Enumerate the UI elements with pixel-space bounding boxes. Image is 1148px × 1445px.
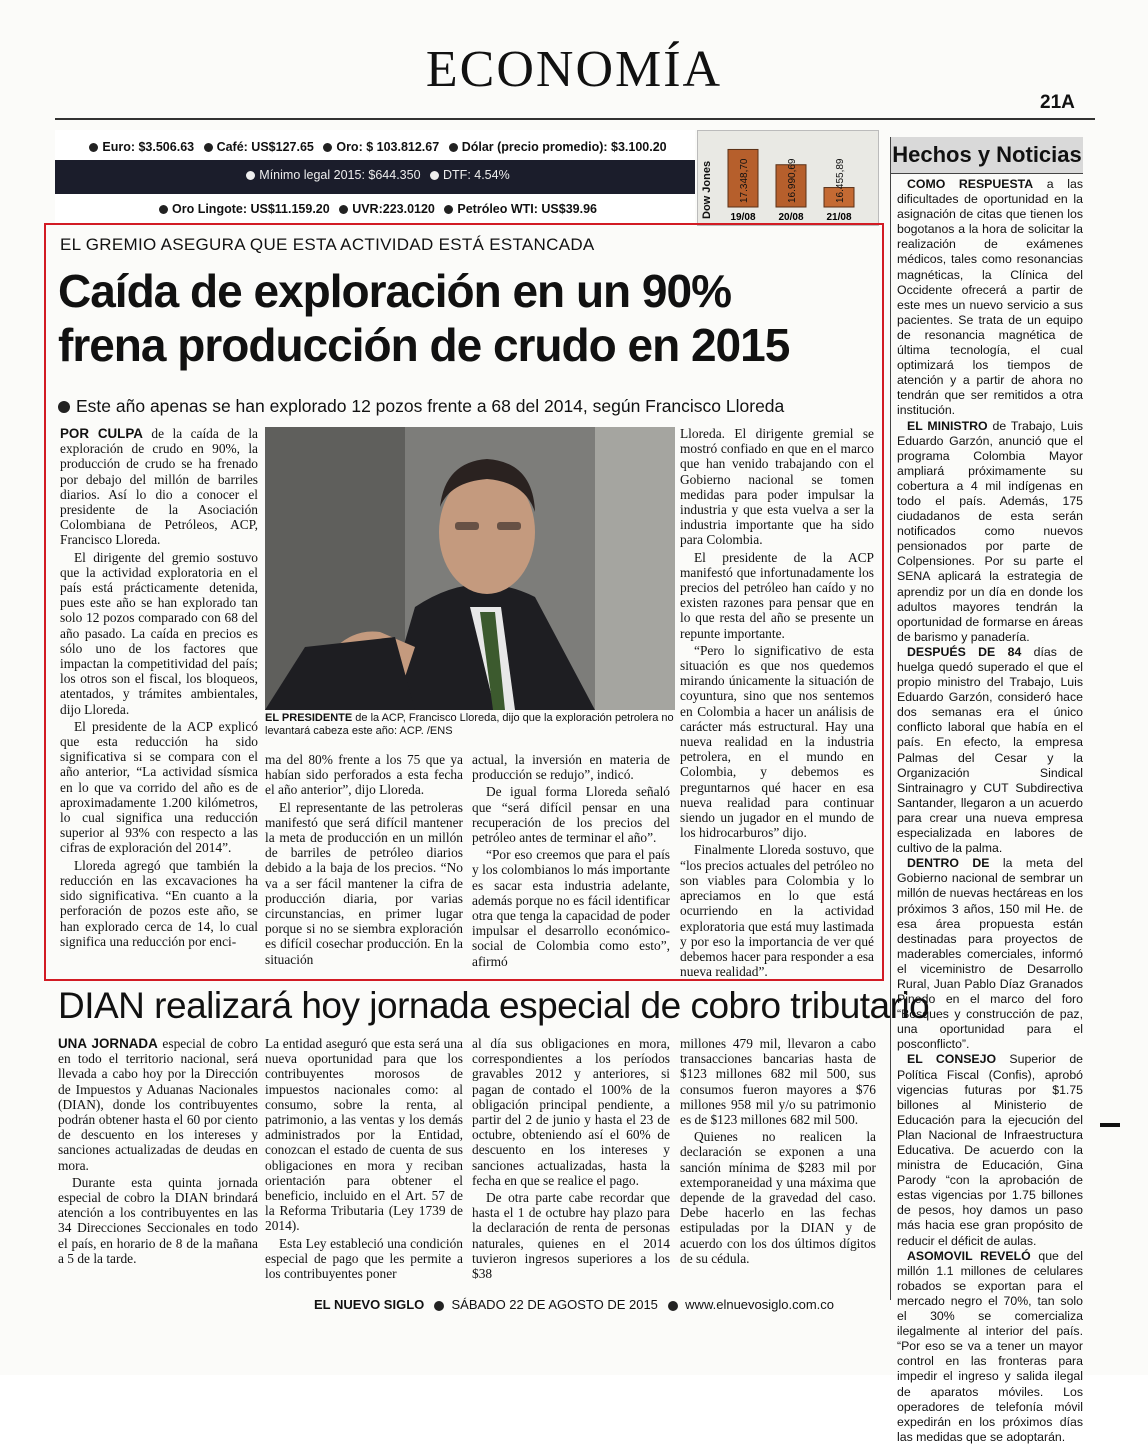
bullet-icon xyxy=(434,1301,444,1311)
sidebar-item-lead: EL CONSEJO xyxy=(907,1052,997,1067)
sidebar-item-text: Superior de Política Fiscal (Confis), aprobó vigencias futuras por $1.75 billones al Ministerio de Educación para la ejecución del Plan Nacional de Infraestructura Educativa. De acuerdo con la ministra de Educación, Gina Parody “con la aprobación de estas vigencias por 1.75 billones de pesos, hoy damos un paso más hacia ese gran propósito de reducir el déficit de aulas. xyxy=(897,1052,1083,1248)
dian-column-1 xyxy=(58,1036,258,1268)
article-kicker: EL GREMIO ASEGURA QUE ESTA ACTIVIDAD ESTÁ ESTANCADA xyxy=(60,235,595,254)
deck-text: Este año apenas se han explorado 12 pozos frente a 68 del 2014, según Francisco Lloreda xyxy=(76,396,785,416)
sidebar-item-lead: EL MINISTRO xyxy=(907,418,988,433)
ticker-dtf: DTF: 4.54% xyxy=(443,168,510,182)
sidebar-item-text: a las dificultades de oportunidad en la asignación de citas que tienen los bogotanos a la hora de solicitar la realización de exámenes médicos, tales como resonancias magnéticas, la Clínica del Occidente ofrecerá a partir de este mes un nuevo servicio a sus pacientes. Se trata de un equipo de resonancia magnética de última tecnología, el cual optimizará los tiempos de atención y a partir de ahora no tendrán que ser remitidos a otra institución. xyxy=(897,177,1083,418)
lead-in: UNA JORNADA xyxy=(58,1036,158,1051)
article-column-3 xyxy=(472,752,670,971)
ticker-row-2 xyxy=(55,168,695,182)
dian-column-2 xyxy=(265,1036,463,1283)
sidebar-item-text: días de huelga quedó superado el que el propio ministro del Trabajo, Luis Eduardo Garzón, consideró hace dos semanas era el único conflicto laboral que había en el país. En efecto, la empresa Palmas del Cesar y la Organización Sindical Sintrainagro y CUT Subdirectiva Santander, llegaron a un acuerdo para crear una nueva empresa especializada en labores de cultivo de la palma. xyxy=(897,644,1083,856)
sidebar-item-lead: COMO RESPUESTA xyxy=(907,177,1034,191)
footer-date: SÁBADO 22 DE AGOSTO DE 2015 xyxy=(451,1297,658,1312)
ticker-dolar: Dólar (precio promedio): $3.100.20 xyxy=(461,140,667,154)
paragraph: Esta Ley estableció una condición especial de pago que les permite a los contribuyentes poner xyxy=(265,1235,463,1282)
paragraph: ma del 80% frente a los 75 que ya habían sido perforados a esta fecha el año anterior”, dijo Lloreda. xyxy=(265,752,463,798)
ticker-minimo: Mínimo legal 2015: $644.350 xyxy=(259,168,421,182)
paragraph: Finalmente Lloreda sostuvo, que “los precios actuales del petróleo no son viables para Colombia y lo apreciamos en lo que está ocurriendo en la actividad exploratoria que está muy lastimada y por eso la importancia de ver qué debemos hacer para responder a esa nueva realidad”. xyxy=(680,842,874,980)
dow-category-label: 21/08 xyxy=(826,212,852,223)
paragraph: De otra parte cabe recordar que hasta el 1 de octubre hay plazo para la declaración de renta de personas naturales, quienes en el 2014 tuvieron ingresos superiores a los $38 xyxy=(472,1190,670,1282)
dow-bars-svg xyxy=(698,131,878,225)
sidebar-item xyxy=(897,419,1083,645)
sidebar-item-text: de Trabajo, Luis Eduardo Garzón, anunció que el programa Colombia Mayor ampliará próximamente su cobertura a 4 mil indígenas en todo el país. Además, 175 ciudadanos de esta serán notificados como nuevos pensionados por parte de Colpensiones. Por su parte el SENA aplicará la estrategia de aprendiz por un día en donde los adultos mayores tendrán la oportunidad de formarse en áreas de barismo y panadería. xyxy=(897,418,1083,644)
headline-line-1: Caída de exploración en un 90% xyxy=(58,265,731,317)
page-footer xyxy=(0,1297,1148,1312)
ticker-uvr: UVR:223.0120 xyxy=(352,202,435,216)
ticker-row-3 xyxy=(55,202,695,216)
paragraph: especial de cobro en todo el territorio nacional, será llevada a cabo hoy por la Dirección de Impuestos y Aduanas Nacionales (DIAN), donde los contribuyentes podrán obtener hasta el 60 por ciento de descuento en los intereses y sanciones actualizadas de deudas en mora. xyxy=(58,1036,258,1173)
dow-jones-chart xyxy=(697,130,879,226)
caption-text: de la ACP, Francisco Lloreda, dijo que la exploración petrolera no levantará cabeza este año: ACP. /ENS xyxy=(265,712,674,737)
news-sidebar xyxy=(890,137,1083,1444)
article-column-4 xyxy=(680,426,874,981)
dow-category-label: 20/08 xyxy=(778,212,804,223)
header-rule xyxy=(55,118,1095,120)
page-number: 21A xyxy=(1040,92,1075,113)
paragraph: millones 479 mil, llevaron a cabo transacciones bancarias hasta de $123 millones 682 mil 500, sus consumos fueron mayores a $76 millones 958 mil y/o su patrimonio es de $123 millones 682 mil 500. xyxy=(680,1036,876,1128)
sidebar-item xyxy=(897,856,1083,1052)
sidebar-item-lead: DENTRO DE xyxy=(907,856,990,871)
paragraph: El presidente de la ACP explicó que esta reducción ha sido significativa si se compara con el año anterior, “La actividad sísmica en lo que va corrido del año es de aproximadamente 1.200 kilómetros, lo cual significa una reducción superior al 93% con respecto a las cifras de exploración del 2014”. xyxy=(60,718,258,856)
caption-lead: EL PRESIDENTE xyxy=(265,712,353,724)
paragraph: “Por eso creemos que para el país y los colombianos lo más importante es sacar esta industria adelante, además porque no es fácil identificar otra que tenga la capacidad de poder impulsar el desarrollo económico-social de Colombia como esto”, afirmó xyxy=(472,847,670,969)
paragraph: Lloreda agregó que también la reducción en las excavaciones ha sido significativa. “En cuanto a la perforación de pozos este año, se han explorado cerca de 14, lo cual significa una reducción por enci- xyxy=(60,857,258,949)
paragraph: al día sus obligaciones en mora, correspondientes a los períodos gravables 2012 y anteriores, si pagan de contado el 100% de la obligación principal pendiente, a partir del 2 de junio y hasta el 23 de octubre, obteniendo así el 60% de descuento en los intereses y sanciones actualizadas, hasta la fecha en que se realice el pago. xyxy=(472,1036,670,1188)
dow-value-label: 17.348,70 xyxy=(739,158,750,203)
dian-column-3 xyxy=(472,1036,670,1283)
paragraph: El dirigente del gremio sostuvo que la actividad exploratoria en el país está prácticamente detenida, pues este año se han explorado tan solo 12 pozos comparado con 68 del año pasado. La caída en precios es sólo uno de los factores que impactan la competitividad del país; los otros son el fiscal, los bloqueos, atentados, y trámites ambientales, dijo Lloreda. xyxy=(60,549,258,717)
article-deck xyxy=(58,396,784,417)
lead-in: POR CULPA xyxy=(60,426,143,441)
headline-line-2: frena producción de crudo en 2015 xyxy=(58,319,790,371)
dow-label: Dow Jones xyxy=(701,160,713,219)
paragraph: El representante de las petroleras manifestó que será difícil mantener la meta de producción en un millón de barriles de petróleo diarios debido a la baja de los precios. “No va a ser fácil mantener la cifra de producción diaria, por varias circunstancias, en primer lugar porque si no se siembra exploración es difícil cosechar producción. En la situación xyxy=(265,799,463,967)
ticker-wti: Petróleo WTI: US$39.96 xyxy=(457,202,597,216)
sidebar-item-lead: ASOMOVIL REVELÓ xyxy=(907,1248,1031,1263)
paragraph: Durante esta quinta jornada especial de cobro la DIAN brindará atención a los contribuyentes en las 34 Direcciones Seccionales en todo el país, en horario de 8 de la mañana a 5 de la tarde. xyxy=(58,1174,258,1266)
ticker-euro: Euro: $3.506.63 xyxy=(102,140,195,154)
article-photo xyxy=(265,427,675,710)
sidebar-item xyxy=(897,1052,1083,1248)
sidebar-item xyxy=(897,1249,1083,1445)
dow-category-label: 19/08 xyxy=(730,212,756,223)
footer-paper: EL NUEVO SIGLO xyxy=(313,1297,425,1312)
sidebar-item-lead: DESPUÉS DE 84 xyxy=(907,644,1022,659)
sidebar-item xyxy=(897,177,1083,419)
footer-url: www.elnuevosiglo.com.co xyxy=(685,1297,835,1312)
sidebar-text xyxy=(897,177,1083,1445)
portrait-image xyxy=(265,427,675,710)
dow-value-label: 16.990,69 xyxy=(787,158,798,203)
article-column-2 xyxy=(265,752,463,969)
paragraph: de la caída de la exploración de crudo en 90%, la producción de crudo se ha frenado por debajo del millón de barriles diarios. Así lo dio a conocer el presidente de la Asociación Colombiana de Petróleos, ACP, Francisco Lloreda. xyxy=(60,426,259,548)
bullet-icon xyxy=(668,1301,678,1311)
market-ticker xyxy=(55,130,695,224)
sidebar-item-text: que del millón 1.1 millones de celulares robados se exportan para el mercado negro el 70%, tan solo el 30% se comercializa ilegalmente al interior del país. “Por eso se va a tener un mayor control en las fronteras para impedir el ingreso y salida ilegal de aparatos móviles. Los operadores de telefonía móvil expedirán en los próximos días las medidas que se adoptarán. xyxy=(897,1248,1083,1444)
ticker-oro-lingote: Oro Lingote: US$11.159.20 xyxy=(172,202,330,216)
paragraph: Quienes no realicen la declaración se exponen a una sanción mínima de $283 mil por extemporaneidad y una máxima que depende de la gravedad del caso. Debe hacerlo en las fechas estipuladas por la DIAN y de acuerdo con los dos últimos dígitos de su cédula. xyxy=(680,1129,876,1266)
paragraph: actual, la inversión en materia de producción se redujo”, indicó. xyxy=(472,752,670,783)
ticker-cafe: Café: US$127.65 xyxy=(216,140,314,154)
bullet-icon xyxy=(58,401,70,413)
paragraph: El presidente de la ACP manifestó que infortunadamente los precios del petróleo han caído y no existen razones para pensar que en lo que resta del año se presente un repunte importante. xyxy=(680,549,874,641)
dian-headline: DIAN realizará hoy jornada especial de cobro tributario xyxy=(58,985,930,1026)
article-headline xyxy=(58,264,878,372)
dian-column-4 xyxy=(680,1036,876,1268)
paragraph: De igual forma Lloreda señaló que “será difícil pensar en una recuperación de los precios del petróleo antes de terminar el año”. xyxy=(472,784,670,846)
ticker-row-1 xyxy=(55,140,695,154)
photo-caption xyxy=(265,712,677,738)
article-column-1 xyxy=(60,426,258,951)
margin-mark xyxy=(1100,1123,1120,1127)
section-title: ECONOMÍA xyxy=(425,41,723,98)
paragraph: Lloreda. El dirigente gremial se mostró confiado en que en el marco que han venido trabajando con el Gobierno nacional se tomen medidas para poder impulsar la industria y que esta vuelva a ser la industria importante que ha sido para Colombia. xyxy=(680,426,874,548)
paragraph: “Pero lo significativo de esta situación es que nos quedemos mirando únicamente la situación de coyuntura, sino que nos sentemos en Colombia a hacer un análisis de carácter más estructural. Hay una nueva realidad en la industria petrolera, en el mundo en Colombia, y debemos es preguntarnos qué hacer en esa nueva realidad para continuar siendo un jugador en el mundo de los hidrocarburos” dijo. xyxy=(680,642,874,841)
ticker-oro: Oro: $ 103.812.67 xyxy=(336,140,440,154)
sidebar-title: Hechos y Noticias xyxy=(891,137,1083,174)
dow-value-label: 16.455,89 xyxy=(835,158,846,203)
sidebar-item xyxy=(897,645,1083,856)
sidebar-item-text: la meta del Gobierno nacional de sembrar un millón de nuevas hectáreas en los próximos 3 años, 150 mil He. de esa área propuesta están destinadas para proyectos de maderables comerciales, informó el viceministro de Desarrollo Rural, Juan Pablo Díaz Granados Pinedo en el marco del foro “Bosques y construcción de paz, una oportunidad para el posconflicto”. xyxy=(897,856,1083,1052)
paragraph: La entidad aseguró que esta será una nueva oportunidad para que los contribuyentes morosos de impuestos nacionales como: al consumo, sobre la renta, al patrimonio, a las ventas y los demás administrados por la Entidad, conozcan el estado de cuenta de sus obligaciones en mora y reciban orientación para obtener el beneficio, incluido en el Art. 57 de la Reforma Tributaria (Ley 1739 de 2014). xyxy=(265,1036,463,1234)
